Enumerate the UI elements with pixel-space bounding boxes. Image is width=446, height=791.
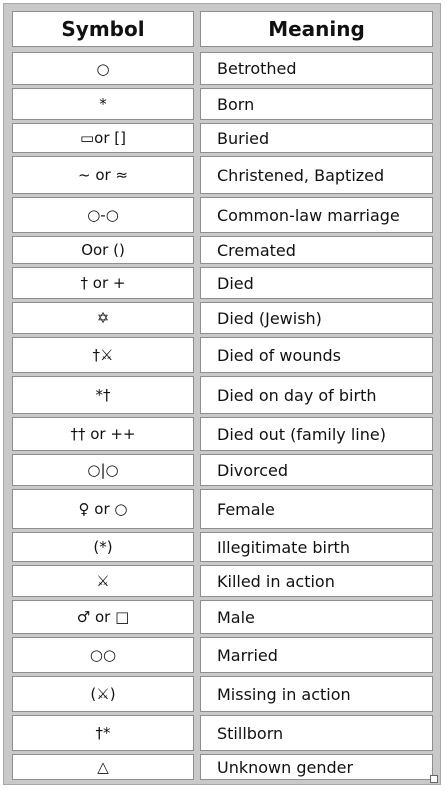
symbol-cell: ♂ or □	[12, 600, 194, 634]
symbol-column-header: Symbol	[12, 11, 194, 47]
table-row	[9, 302, 435, 334]
table-row	[9, 236, 435, 264]
table-row	[9, 565, 435, 597]
table-row	[9, 337, 435, 373]
table-row	[9, 676, 435, 712]
table-row	[9, 454, 435, 486]
symbol-cell: (⚔)	[12, 676, 194, 712]
meaning-cell: Divorced	[200, 454, 433, 486]
symbol-table-frame	[3, 3, 441, 785]
meaning-cell: Common-law marriage	[200, 197, 433, 233]
table-row	[9, 489, 435, 529]
table-row	[9, 600, 435, 634]
resize-corner-icon	[430, 775, 438, 783]
meaning-cell: Died of wounds	[200, 337, 433, 373]
symbol-cell: ○○	[12, 637, 194, 673]
meaning-cell: Cremated	[200, 236, 433, 264]
table-row	[9, 267, 435, 299]
meaning-column-header: Meaning	[200, 11, 433, 47]
symbol-cell: *†	[12, 376, 194, 414]
meaning-cell: Female	[200, 489, 433, 529]
symbol-cell: ○	[12, 52, 194, 85]
symbol-cell: †† or ++	[12, 417, 194, 451]
table-row	[9, 417, 435, 451]
symbol-cell: ○-○	[12, 197, 194, 233]
symbol-cell: †⚔	[12, 337, 194, 373]
symbol-cell: *	[12, 88, 194, 120]
meaning-cell: Betrothed	[200, 52, 433, 85]
table-header	[9, 11, 435, 47]
table-row	[9, 156, 435, 194]
meaning-cell: Born	[200, 88, 433, 120]
table-row	[9, 532, 435, 562]
symbol-cell: ♀ or ○	[12, 489, 194, 529]
meaning-cell: Buried	[200, 123, 433, 153]
meaning-cell: Died out (family line)	[200, 417, 433, 451]
meaning-cell: Illegitimate birth	[200, 532, 433, 562]
symbol-cell: †*	[12, 715, 194, 751]
symbol-cell: ~ or ≈	[12, 156, 194, 194]
table-row	[9, 123, 435, 153]
table-row	[9, 637, 435, 673]
meaning-cell: Unknown gender	[200, 754, 433, 780]
symbol-cell: ✡	[12, 302, 194, 334]
table-row	[9, 754, 435, 780]
table-row	[9, 88, 435, 120]
meaning-cell: Christened, Baptized	[200, 156, 433, 194]
meaning-cell: Killed in action	[200, 565, 433, 597]
symbol-cell: ▭or []	[12, 123, 194, 153]
table-row	[9, 376, 435, 414]
meaning-cell: Died	[200, 267, 433, 299]
meaning-cell: Male	[200, 600, 433, 634]
meaning-cell: Married	[200, 637, 433, 673]
table-row	[9, 52, 435, 85]
table-row	[9, 715, 435, 751]
table-row	[9, 197, 435, 233]
symbol-cell: (*)	[12, 532, 194, 562]
meaning-cell: Missing in action	[200, 676, 433, 712]
symbol-cell: ⚔	[12, 565, 194, 597]
symbol-cell: † or +	[12, 267, 194, 299]
symbol-cell: ○|○	[12, 454, 194, 486]
symbol-cell: Oor ()	[12, 236, 194, 264]
meaning-cell: Stillborn	[200, 715, 433, 751]
meaning-cell: Died (Jewish)	[200, 302, 433, 334]
symbol-cell: △	[12, 754, 194, 780]
meaning-cell: Died on day of birth	[200, 376, 433, 414]
